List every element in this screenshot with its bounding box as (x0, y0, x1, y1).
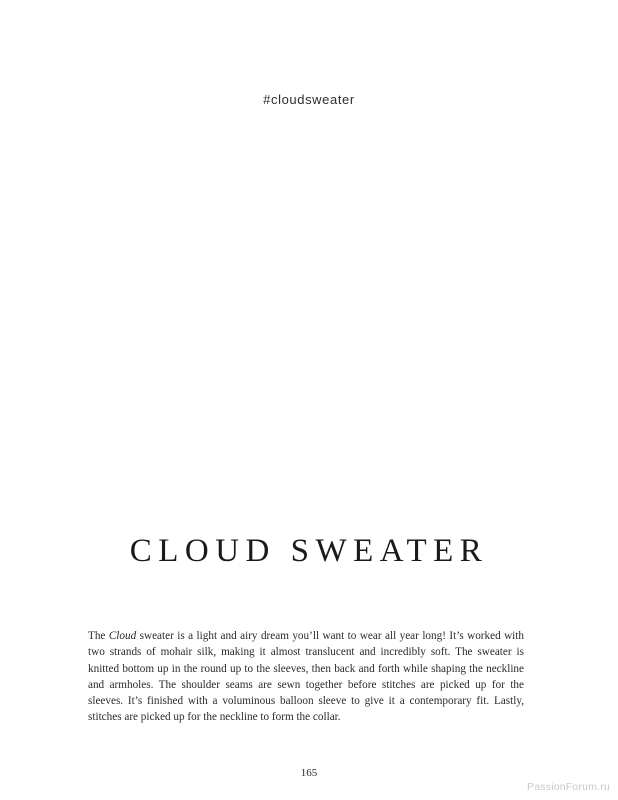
body-prefix: The (88, 630, 109, 642)
page-number: 165 (300, 767, 318, 779)
body-paragraph (88, 628, 524, 726)
hashtag-label: #cloudsweater (263, 92, 355, 107)
body-text: sweater is a light and airy dream you’ll want to wear all year long! It’s worked with two strands of mohair silk, making it almost translucent and incredibly soft. The sweater is knitted bottom up in the round up to the sleeves, then back and forth while shaping the neckline and armholes. The shoulder seams are sewn together before stitches are picked up for the sleeves. It’s finished with a voluminous balloon sleeve to give it a contemporary fit. Lastly, stitches are picked up for the neckline to form the collar. (88, 630, 524, 724)
watermark: PassionForum.ru (527, 781, 610, 793)
body-italic-word: Cloud (108, 630, 137, 642)
page-title: CLOUD SWEATER (129, 533, 489, 569)
